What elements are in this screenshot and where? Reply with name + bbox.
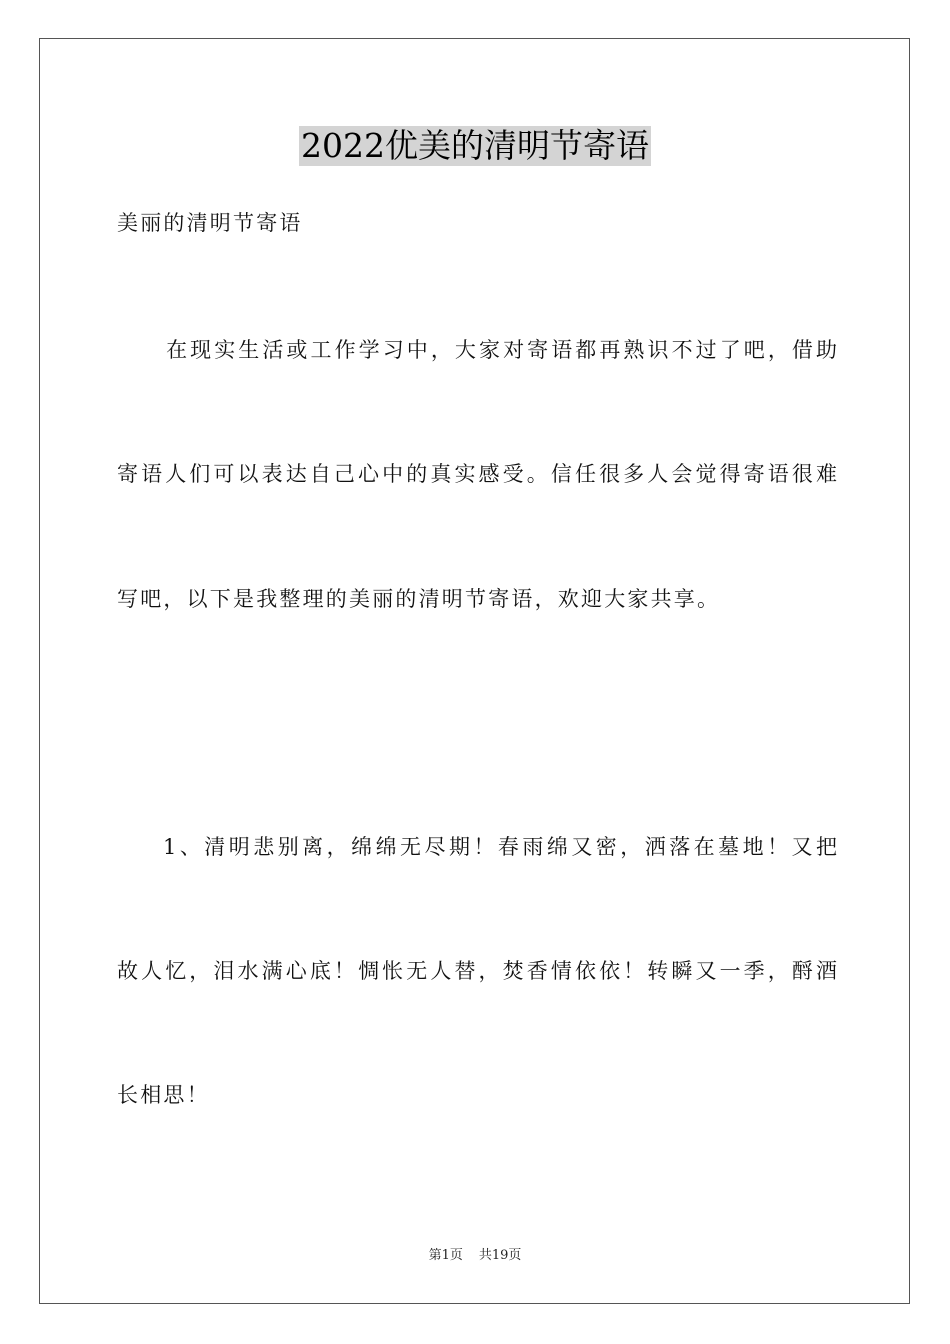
- paragraph-1-line-2: 寄语人们可以表达自己心中的真实感受。信任很多人会觉得寄语很难: [117, 462, 837, 486]
- paragraph-line-text: 1、清明悲别离，绵绵无尽期！春雨绵又密，洒落在墓地！又把: [163, 835, 837, 859]
- paragraph-1-line-1: [117, 335, 837, 365]
- subtitle: 美丽的清明节寄语: [117, 211, 303, 235]
- page-footer: [0, 1247, 950, 1265]
- paragraph-2-line-3: 长相思！: [117, 1083, 210, 1107]
- title-container: [0, 126, 950, 166]
- document-title: 2022优美的清明节寄语: [301, 126, 649, 165]
- paragraph-2-line-1: [117, 832, 837, 862]
- page-total: 共19页: [478, 1248, 522, 1263]
- paragraph-1-line-3: 写吧，以下是我整理的美丽的清明节寄语，欢迎大家共享。: [117, 587, 721, 611]
- page-number: 第1页: [428, 1248, 463, 1263]
- paragraph-2-line-2: 故人忆，泪水满心底！惆怅无人替，焚香情依依！转瞬又一季，酹酒: [117, 959, 837, 983]
- paragraph-line-text: 在现实生活或工作学习中，大家对寄语都再熟识不过了吧，借助: [163, 338, 837, 362]
